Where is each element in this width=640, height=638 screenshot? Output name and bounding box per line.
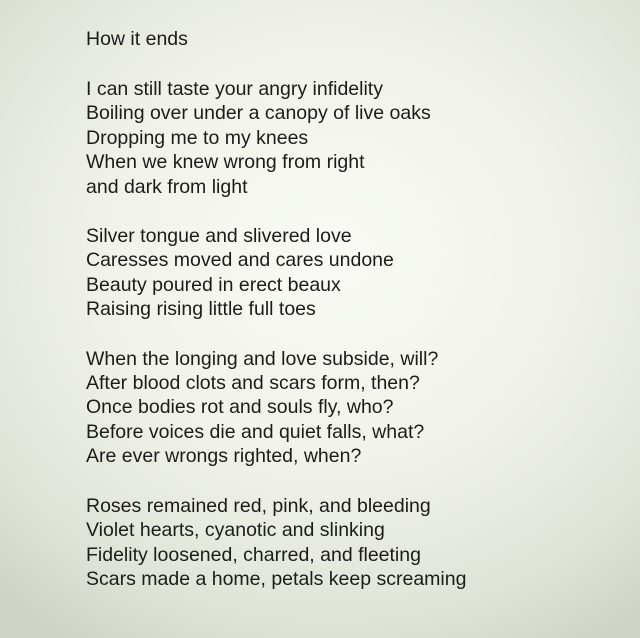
poem-line: Roses remained red, pink, and bleeding — [86, 494, 431, 517]
poem-line: Boiling over under a canopy of live oaks — [86, 102, 431, 125]
poem-line: I can still taste your angry infidelity — [86, 78, 383, 100]
poem-line: Before voices die and quiet falls, what? — [86, 420, 425, 443]
poem-line: Violet hearts, cyanotic and slinking — [86, 519, 385, 542]
poem-line: When we knew wrong from right — [86, 151, 365, 174]
poem-line: Scars made a home, petals keep screaming — [86, 567, 467, 590]
poem-line: Silver tongue and slivered love — [86, 225, 352, 248]
stanza-1 — [86, 77, 626, 199]
poem-line: Fidelity loosened, charred, and fleeting — [86, 543, 421, 566]
poem-line: Are ever wrongs righted, when? — [86, 445, 362, 468]
stanza-3 — [86, 347, 626, 469]
poem-title: How it ends — [86, 28, 188, 50]
poem-line: Beauty poured in erect beaux — [86, 273, 341, 296]
poem-line: When the longing and love subside, will? — [86, 347, 439, 370]
stanza-2 — [86, 224, 626, 322]
poem-line: Caresses moved and cares undone — [86, 249, 394, 272]
poem-line: Raising rising little full toes — [86, 298, 316, 321]
poem-line: Dropping me to my knees — [86, 126, 309, 149]
poem-line: After blood clots and scars form, then? — [86, 372, 420, 395]
poem-line: and dark from light — [86, 175, 248, 198]
poem-body — [86, 27, 626, 616]
poem-line: Once bodies rot and souls fly, who? — [86, 396, 394, 419]
stanza-4 — [86, 494, 626, 592]
